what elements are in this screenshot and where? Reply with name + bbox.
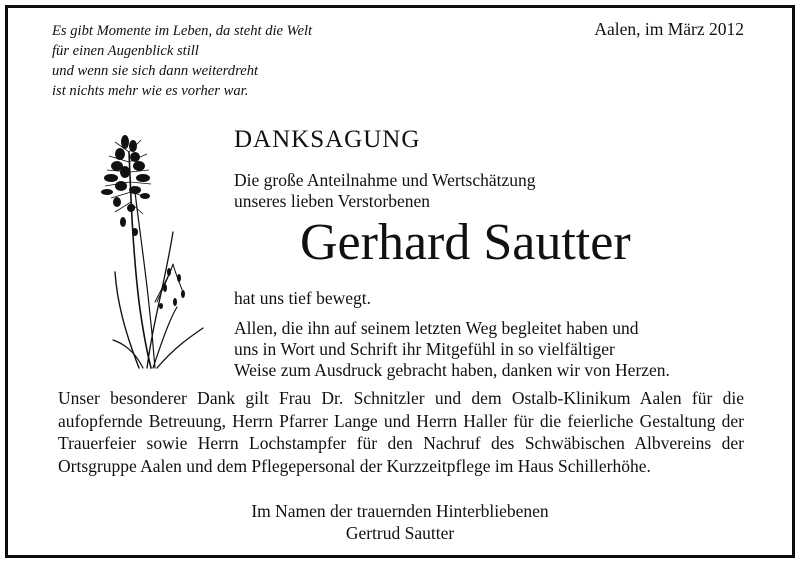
signer-name: Gertrud Sautter [345,523,455,543]
special-thanks-paragraph: Unser besonderer Dank gilt Frau Dr. Schnitzler und dem Ostalb-Klinikum Aalen für die aufopfernde Betreuung, Herrn Pfarrer Lange und Herrn Haller für die feierliche Gestaltung der Trauerfeier sowie Herrn Lochstampfer für den Nachruf des Schwäbischen Albvereins der Ortsgruppe Aalen und dem Pflegepersonal der Kurzzeitpflege im Haus Schillerhöhe. [58,388,744,476]
place-date: Aalen, im März 2012 [594,19,744,39]
heading: DANKSAGUNG [234,126,421,153]
closing [0,500,800,544]
intro-line: Die große Anteilnahme und Wertschätzung [234,170,536,190]
thanks-line: Weise zum Ausdruck gebracht haben, danken wir von Herzen. [234,360,670,380]
closing-line: Im Namen der trauernden Hinterbliebenen [251,501,549,521]
grass-plant-drawing [95,132,205,372]
intro-text [234,170,536,212]
poem-line: Es gibt Momente im Leben, da steht die Welt [52,23,313,39]
deceased-name: Gerhard Sautter [300,214,631,271]
poem [52,21,312,101]
thanks-text [234,318,670,381]
thanks-line: uns in Wort und Schrift ihr Mitgefühl in so vielfältiger [234,339,615,359]
thanks-line: Allen, die ihn auf seinem letzten Weg begleitet haben und [234,318,639,338]
moved-line: hat uns tief bewegt. [234,288,372,308]
poem-line: und wenn sie sich dann weiterdreht [52,63,259,79]
poem-line: für einen Augenblick still [52,43,199,59]
intro-line: unseres lieben Verstorbenen [234,191,431,211]
poem-line: ist nichts mehr wie es vorher war. [52,83,249,99]
